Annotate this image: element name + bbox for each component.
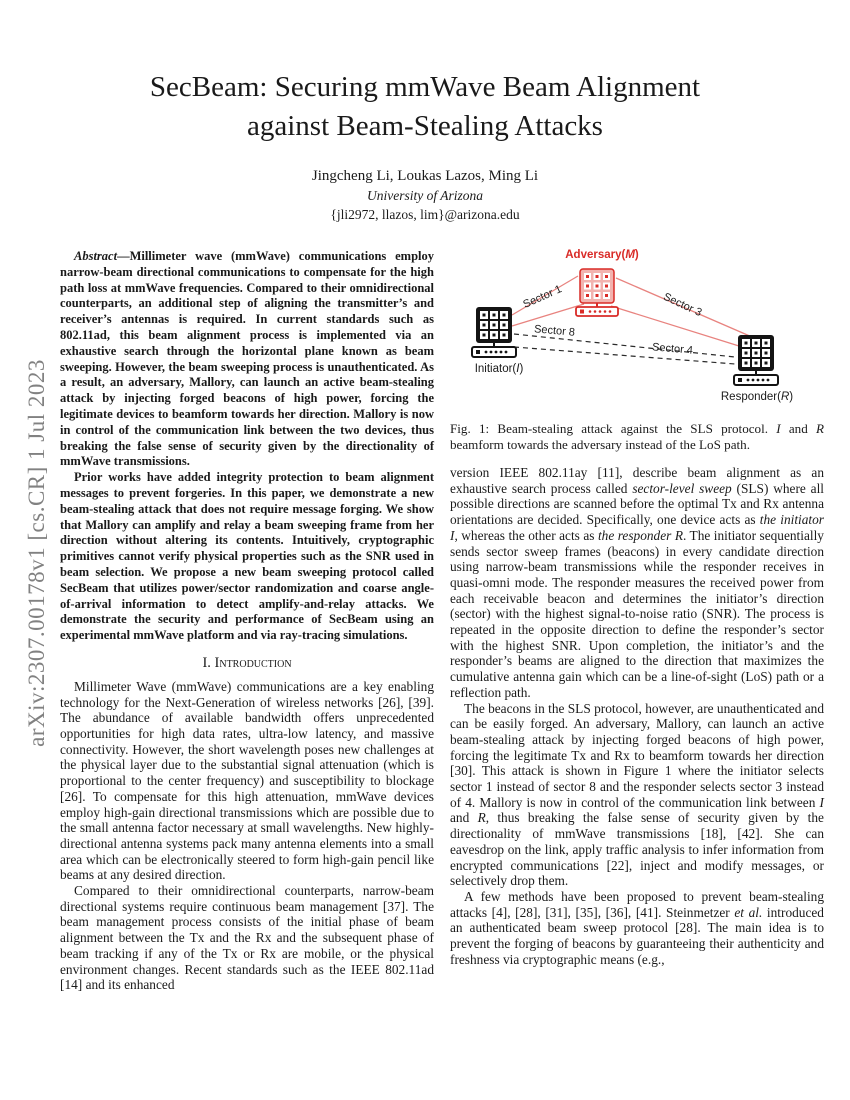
initiator-label: Initiator(I) (474, 363, 524, 375)
intro-paragraph-1: Millimeter Wave (mmWave) communications are a key enabling technology for the Next-Generation of wireless networks [26], [39]. The abundance of available bandwidth offers unprecedented opportunities for high data rates, ultra-low latency, and massive connectivity. However, the short wavelength poses new challenges at the physical layer due to the substantial signal attenuation (which is proportional to the center frequency) and susceptibility to blockage [26]. To compensate for this high attenuation, mmWave devices employ high-gain directional transmissions which are possible due to the small antenna factor necessary at small wavelengths. New highly-directional antenna systems pack many antenna elements into a small area which can be electronically steered to form high-gain pencil like beams at any desired direction. (60, 678, 434, 883)
initiator-antenna-icon (472, 307, 516, 357)
paper-header (0, 68, 850, 224)
two-column-body (60, 249, 824, 993)
adversary-antenna-icon (576, 269, 618, 316)
abstract-paragraph-1: Abstract—Millimeter wave (mmWave) communications employ narrow-beam directional communications to compensate for the high path loss at mmWave frequencies. Compared to their omnidirectional counterparts, an additional step of aligning the transmitter’s and receiver’s antennas is required. In current standards such as 802.11ad, this beam alignment process is implemented via an exhaustive search through the horizontal plane known as beam sweeping. However, the beam sweeping process is unauthenticated. As a result, an adversary, Mallory, can launch an active beam-stealing attack by injecting forged beacons of high power, forcing the legitimate devices to beamform towards her direction. Mallory is now in control of the communication link between the two devices, thus breaking the false sense of security given by the directionality of mmWave transmissions. (60, 249, 434, 469)
beam-stealing-diagram (450, 249, 824, 411)
right-paragraph-3: A few methods have been proposed to prevent beam-stealing attacks [4], [28], [31], [35], [36], [41]. Steinmetzer et al. introduced an authenticated beam sweep protocol [28]. The main idea is to prevent the forging of beacons by guaranteeing their authenticity and freshness via cryptographic means (e.g., (450, 888, 824, 967)
sector-8-label: Sector 8 (533, 323, 576, 339)
right-column (450, 249, 824, 993)
sector-3-label: Sector 3 (661, 290, 704, 320)
figure-1-caption: Fig. 1: Beam-stealing attack against the SLS protocol. I and R beamform towards the adversary instead of the LoS path. (450, 421, 824, 452)
sector-4-label: Sector 4 (651, 341, 694, 357)
left-column (60, 249, 434, 993)
paper-title (0, 68, 850, 146)
figure-1-canvas (450, 249, 824, 411)
right-paragraph-1: version IEEE 802.11ay [11], describe beam alignment as an exhaustive search process called sector-level sweep (SLS) where all possible directions are scanned before the optimal Tx and Rx antenna orientations are decided. Specifically, one device acts as the initiator I, whereas the other acts as the responder R. The initiator sequentially sends sector sweep frames (beacons) in every candidate direction using narrow-beam transmissions while the responder receives in quasi-omni mode. The responder measures the received power from each receivable beacon and determines the initiator’s direction (sector) with the highest signal-to-noise ratio (SNR). The process is repeated in the opposite direction to define the responder’s sector with the highest SNR. Upon completion, the initiator’s and the responder’s beams are aligned to the direction that maximizes the cumulative antenna gain which can be a line-of-sight (LoS) path or a reflection path. (450, 465, 825, 700)
responder-label: Responder(R) (720, 391, 794, 403)
los-path-dashed-lines (514, 334, 735, 364)
sector-1-label: Sector 1 (521, 283, 564, 311)
intro-paragraph-2: Compared to their omnidirectional counterparts, narrow-beam directional systems require continuous beam management [37]. The beam management process consists of the initial phase of beam alignment between the Tx and the Rx and the subsequent phase of beam tracking if any of the Tx or Rx are mobile, or the physical environment changes. Recent standards such as the IEEE 802.11ad [14] and its enhanced (60, 883, 434, 993)
responder-antenna-icon (734, 335, 778, 385)
section-heading-introduction: I. Introduction (202, 654, 292, 671)
adversary-label: Adversary(M) (565, 249, 639, 261)
affiliation: University of Arizona (367, 188, 483, 203)
arxiv-stamp: arXiv:2307.00178v1 [cs.CR] 1 Jul 2023 (24, 359, 49, 747)
author-emails: {jli2972, llazos, lim}@arizona.edu (330, 207, 520, 222)
paper-title-line2: against Beam-Stealing Attacks (247, 110, 603, 142)
paper-title-line1: SecBeam: Securing mmWave Beam Alignment (149, 71, 701, 103)
right-paragraph-2: The beacons in the SLS protocol, however, are unauthenticated and can be easily forged. An adversary, Mallory, can launch an active beam-stealing attack by injecting forged beacons of high power, forcing the legitimate Tx and Rx to beamform towards her direction [30]. This attack is shown in Figure 1 where the initiator selects sector 1 instead of sector 8 and the responder selects sector 3 instead of 4. Mallory is now in control of the communication link between I and R, thus breaking the false sense of security given by the directionality of mmWave transmissions [18], [42]. She can eavesdrop on the link, apply traffic analysis to infer information from encrypted communications [22], inject and modify messages, or selectively drop them. (450, 700, 824, 889)
beam-sector-3-lines (611, 278, 752, 346)
author-names: Jingcheng Li, Loukas Lazos, Ming Li (311, 168, 539, 184)
abstract-paragraph-2: Prior works have added integrity protection to beam alignment messages to prevent forgeries. In this paper, we demonstrate a new beam-stealing attack that does not require message forging. We show that Mallory can amplify and relay a beam sweeping frame from her direction without altering its contents. Intuitively, cryptographic primitives cannot verify physical properties such as the SNR used in beam selection. We propose a new beam sweeping protocol called SecBeam that utilizes power/sector randomization and coarse angle-of-arrival information to detect amplify-and-relay attacks. We demonstrate the security and performance of SecBeam using an experimental mmWave platform and via ray-tracing simulations. (60, 470, 434, 643)
figure-1 (450, 249, 824, 453)
